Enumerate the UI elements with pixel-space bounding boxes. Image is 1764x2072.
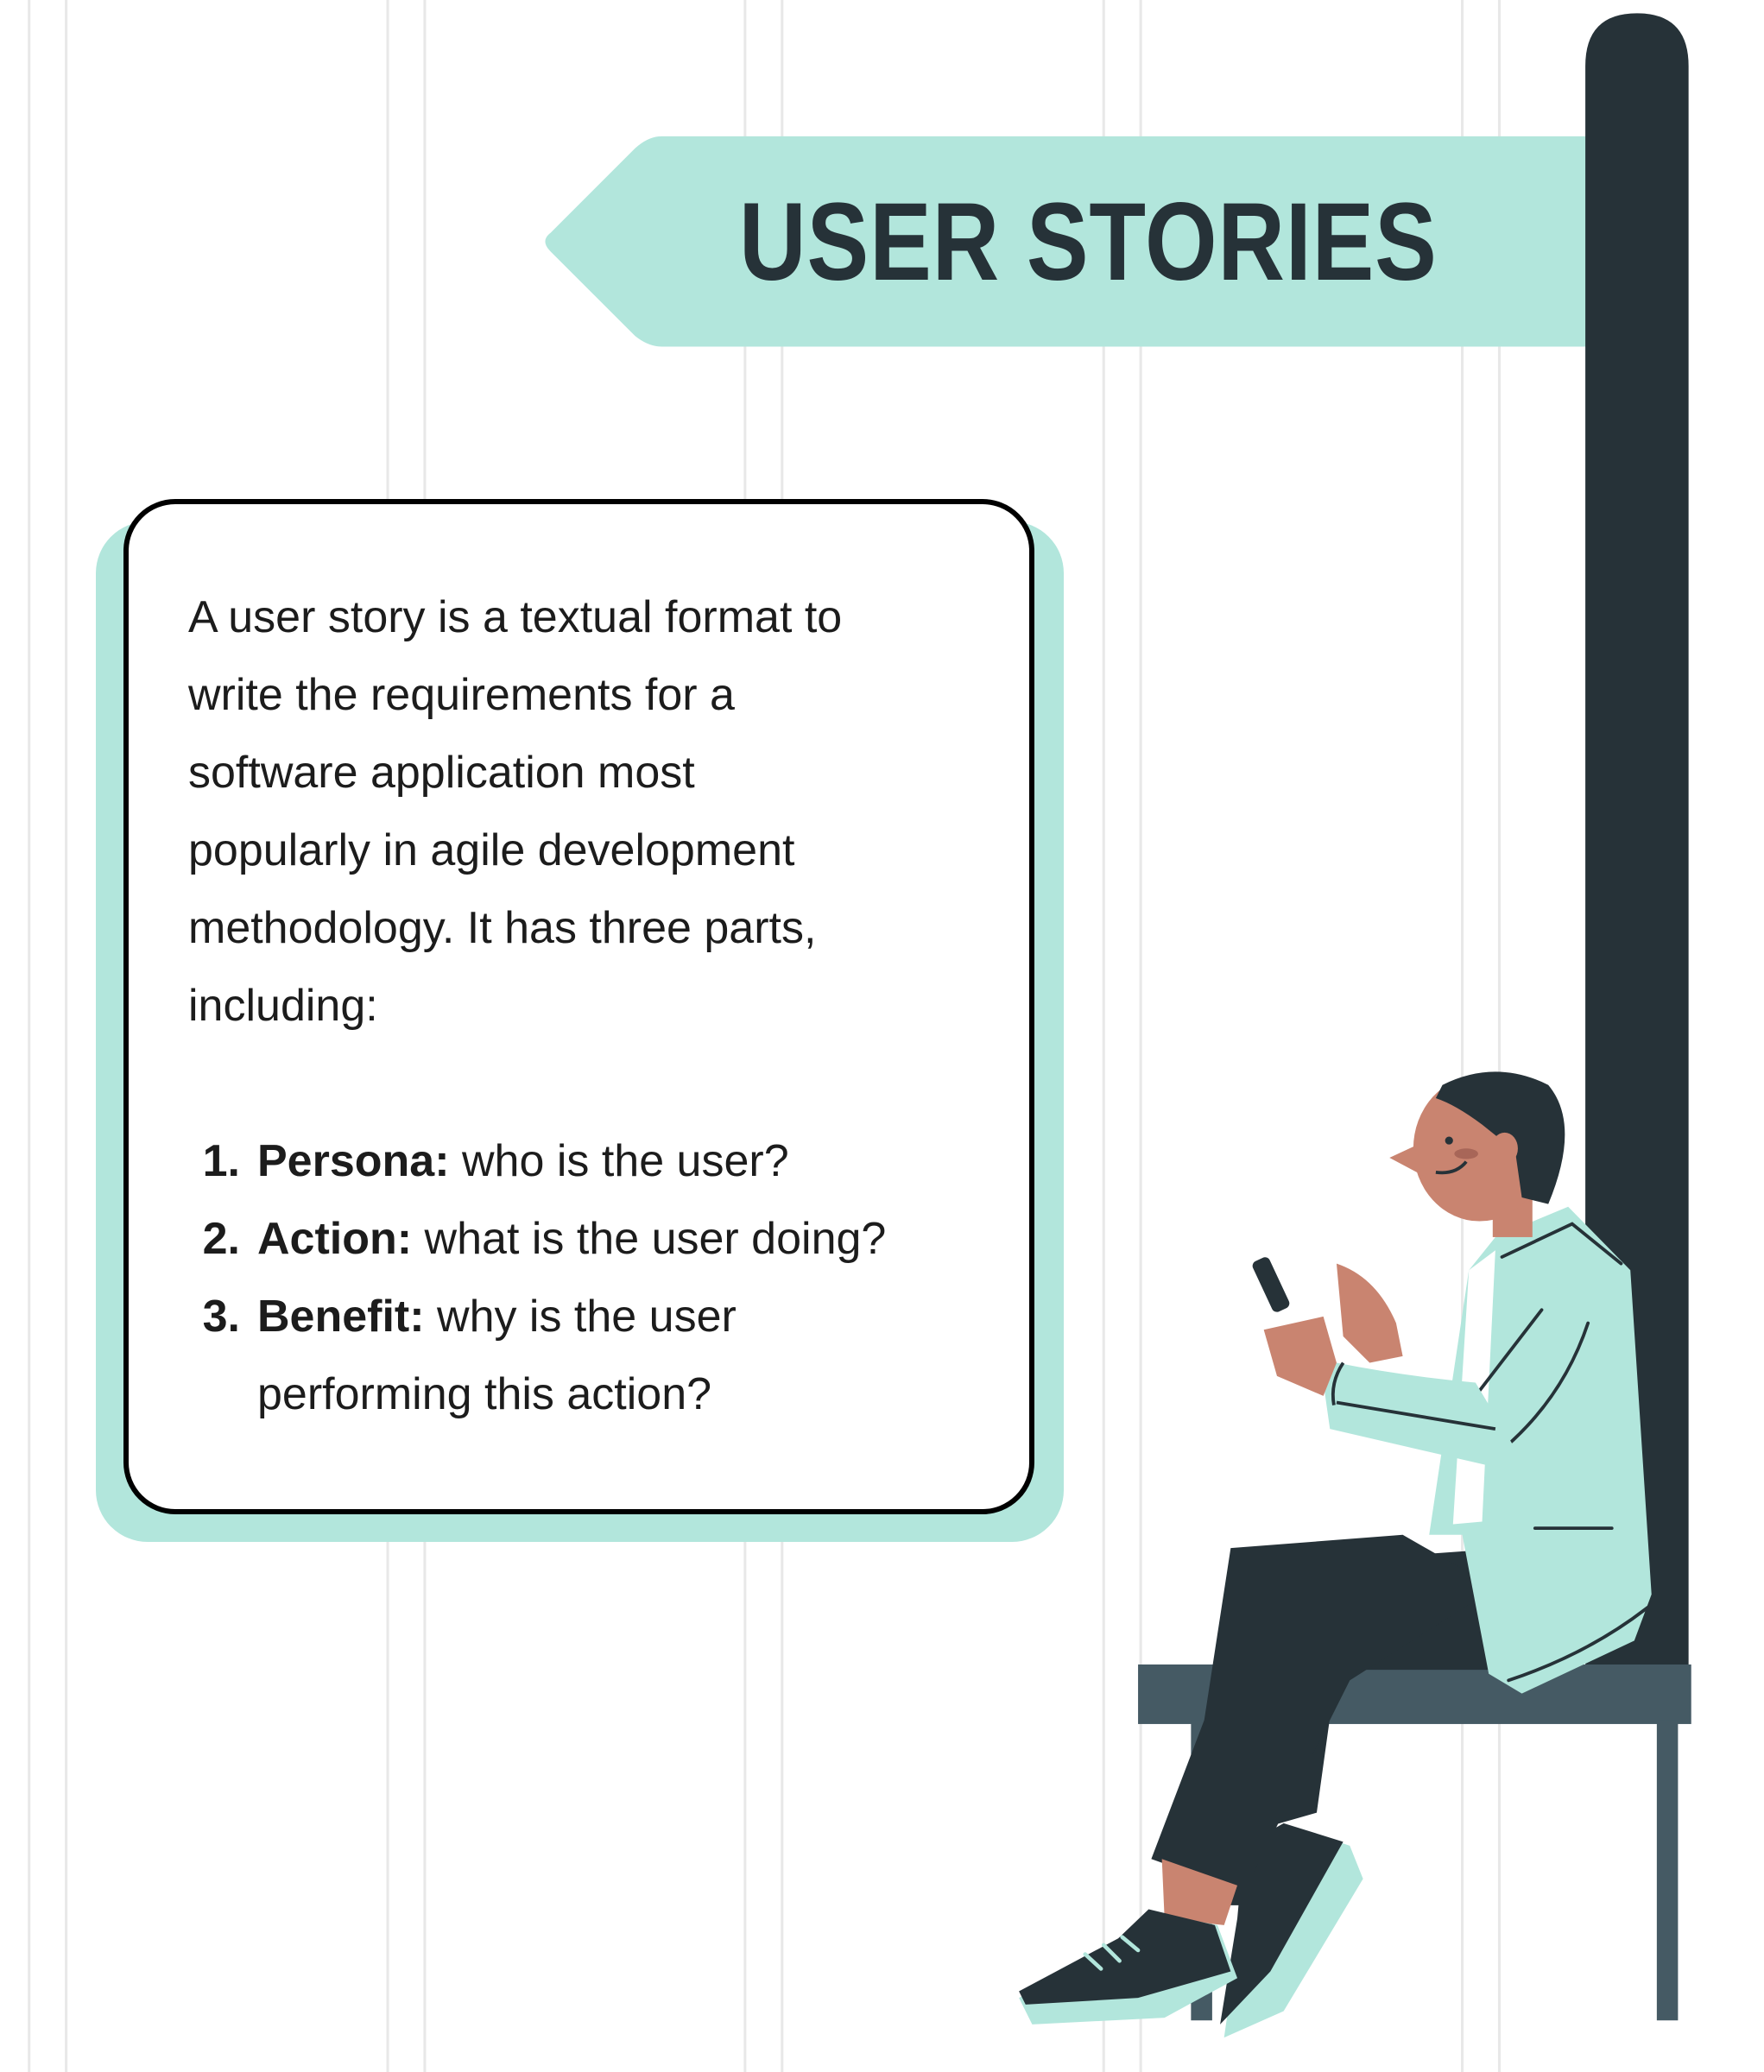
item-number: 2. bbox=[202, 1214, 240, 1264]
definition-card bbox=[123, 499, 1034, 1514]
item-number: 1. bbox=[202, 1136, 240, 1186]
person-illustration bbox=[1019, 1071, 1652, 2037]
intro-line: write the requirements for a bbox=[188, 670, 735, 720]
intro-line: popularly in agile development bbox=[188, 825, 795, 875]
title-text: USER STORIES bbox=[738, 180, 1438, 304]
intro-line: A user story is a textual format to bbox=[188, 592, 843, 642]
list-item-action bbox=[188, 1200, 1029, 1278]
item-term: Action: bbox=[257, 1214, 413, 1264]
list-item-benefit bbox=[188, 1278, 1029, 1433]
item-text: who is the user? bbox=[461, 1136, 789, 1186]
item-text: what is the user doing? bbox=[424, 1214, 887, 1264]
intro-line: software application most bbox=[188, 748, 695, 798]
page-title bbox=[604, 173, 1571, 311]
item-text: why is the user bbox=[437, 1292, 737, 1342]
list-item-persona bbox=[188, 1122, 1029, 1200]
item-term: Persona: bbox=[257, 1136, 450, 1186]
item-number: 3. bbox=[202, 1292, 240, 1342]
parts-list bbox=[188, 1122, 1029, 1433]
item-term: Benefit: bbox=[257, 1292, 425, 1342]
intro-line: including: bbox=[188, 981, 378, 1031]
intro-paragraph bbox=[188, 578, 1029, 1045]
intro-line: methodology. It has three parts, bbox=[188, 903, 817, 953]
item-text: performing this action? bbox=[257, 1369, 712, 1419]
